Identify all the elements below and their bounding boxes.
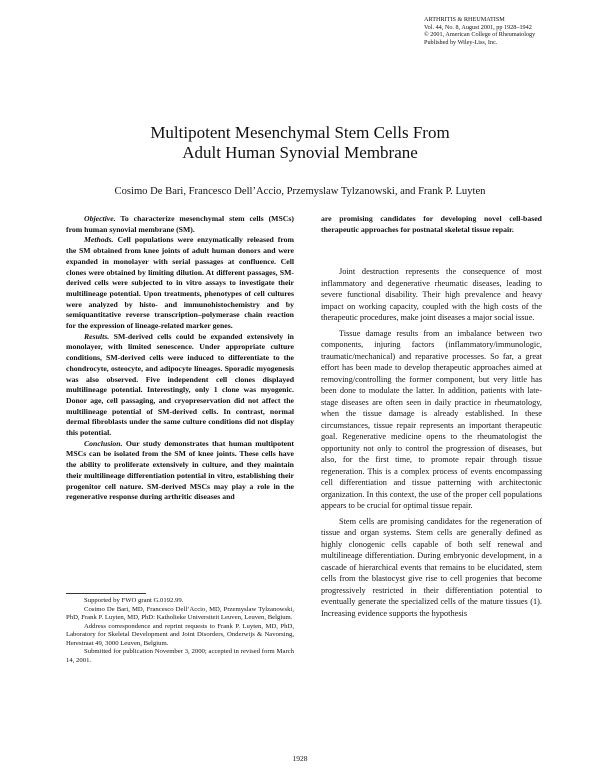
body-text: [321, 266, 542, 623]
footnote-dates: Submitted for publication November 3, 2000; accepted in revised form March 14, 2001.: [66, 648, 294, 664]
body-paragraph-1: Joint destruction represents the consequence of most inflammatory and degenerative rheumatic diseases, leading to severe functional disability. Their high prevalence and heavy impact on working capacity, coupled with the high costs of the therapeutic procedures, make joint diseases a major social issue.: [321, 267, 542, 322]
article-title: [0, 123, 600, 163]
footnote-affiliation: Cosimo De Bari, MD, Francesco Dell’Accio, MD, Przemyslaw Tylzanowski, PhD, Frank P. Luyten, MD, PhD: Katholieke Universiteit Leuven, Leuven, Belgium.: [66, 605, 294, 621]
journal-volume: Vol. 44, No. 8, August 2001, pp 1928–1942: [424, 23, 532, 31]
abstract: [66, 214, 294, 503]
body-paragraph-3: Stem cells are promising candidates for the regeneration of tissue and organ systems. Stem cells are generally defined as highly clonogenic cells capable of both self renewal and multilineage differentiation. During embryonic development, in a cascade of hierarchical events that remains to be elucidated, stem cells from the blastocyst give rise to cell progenies that become progressively restricted in their differentiation potential to eventually generate the specialized cells of the mature tissues (1). Increasing evidence supports the hypothesis: [321, 516, 542, 618]
body-paragraph-2: Tissue damage results from an imbalance between two components, injuring factors (inflammatory/immunologic, traumatic/mechanical) and reparative processes. So far, a great effort has been made to develop therapeutic approaches aimed at removing/controlling the former component, but very little has been done to modulate the latter. In addition, patients with late-stage diseases are often seen in daily practice in rheumatology, when the tissue damage is already established. In these circumstances, tissue repair represents an important therapeutic goal. Regenerative medicine opens to the rheumatologist the opportunity not only to control the progression of diseases, but also, for the first time, to promote repair through tissue regeneration. This is a complex process of events encompassing cell differentiation and tissue patterning with architectonic organization. In this context, the use of the proper cell populations appears to be crucial for optimal tissue repair.: [321, 328, 542, 510]
journal-publisher: Published by Wiley-Liss, Inc.: [424, 38, 498, 46]
abstract-results: Results. SM-derived cells could be expanded extensively in monolayer, with limited senescence. Under appropriate culture conditions, SM-derived cells were induced to differentiate to the chondrocyte, osteocyte, and adipocyte lineages. Sporadic myogenesis was also observed. Five independent cell clones displayed multilineage potential. Interestingly, only 1 clone was myogenic. Donor age, cell passaging, and cryopreservation did not affect the multilineage potential of SM-derived cells. In contrast, normal dermal fibroblasts under the same culture conditions did not display this potential.: [66, 331, 294, 438]
abstract-conclusion: Conclusion. Our study demonstrates that human multipotent MSCs can be isolated from the SM of knee joints. These cells have the ability to proliferate extensively in culture, and they maintain their multilineage differentiation potential in vitro, establishing their progenitor cell nature. SM-derived MSCs may play a role in the regenerative response during arthritic diseases and: [66, 438, 294, 502]
footnote-support: Supported by FWO grant G.0192.99.: [84, 597, 184, 604]
journal-header: [424, 16, 535, 46]
abstract-methods: Methods. Cell populations were enzymatically released from the SM obtained from knee joints of adult human donors and were expanded in monolayer with serial passages at confluence. Cell clones were obtained by limiting dilution. At different passages, SM-derived cells were subjected to in vitro assays to investigate their multilineage potential. Upon treatments, phenotypes of cell cultures were analyzed by histo- and immunohistochemistry and by semiquantitative reverse transcription–polymerase chain reaction for the expression of lineage-related marker genes.: [66, 235, 294, 331]
footnote-divider: [66, 593, 146, 594]
author-list: Cosimo De Bari, Francesco Dell’Accio, Przemyslaw Tylzanowski, and Frank P. Luyten: [114, 186, 486, 197]
footnote-correspondence: Address correspondence and reprint requests to Frank P. Luyten, MD, PhD, Laboratory for Skeletal Development and Joint Disorders, Onderwijs & Navorsing, Herestraat 49, 3000 Leuven, Belgium.: [66, 622, 294, 647]
title-line-2: Adult Human Synovial Membrane: [182, 143, 418, 162]
footnotes: [66, 597, 294, 665]
page-number: 1928: [292, 754, 308, 763]
abstract-continuation: are promising candidates for developing novel cell-based therapeutic approaches for postnatal skeletal tissue repair.: [321, 214, 542, 234]
journal-name: ARTHRITIS & RHEUMATISM: [424, 16, 505, 23]
journal-copyright: © 2001, American College of Rheumatology: [424, 31, 536, 39]
title-line-1: Multipotent Mesenchymal Stem Cells From: [150, 123, 450, 142]
abstract-objective: Objective. To characterize mesenchymal stem cells (MSCs) from human synovial membrane (SM).: [66, 214, 294, 234]
